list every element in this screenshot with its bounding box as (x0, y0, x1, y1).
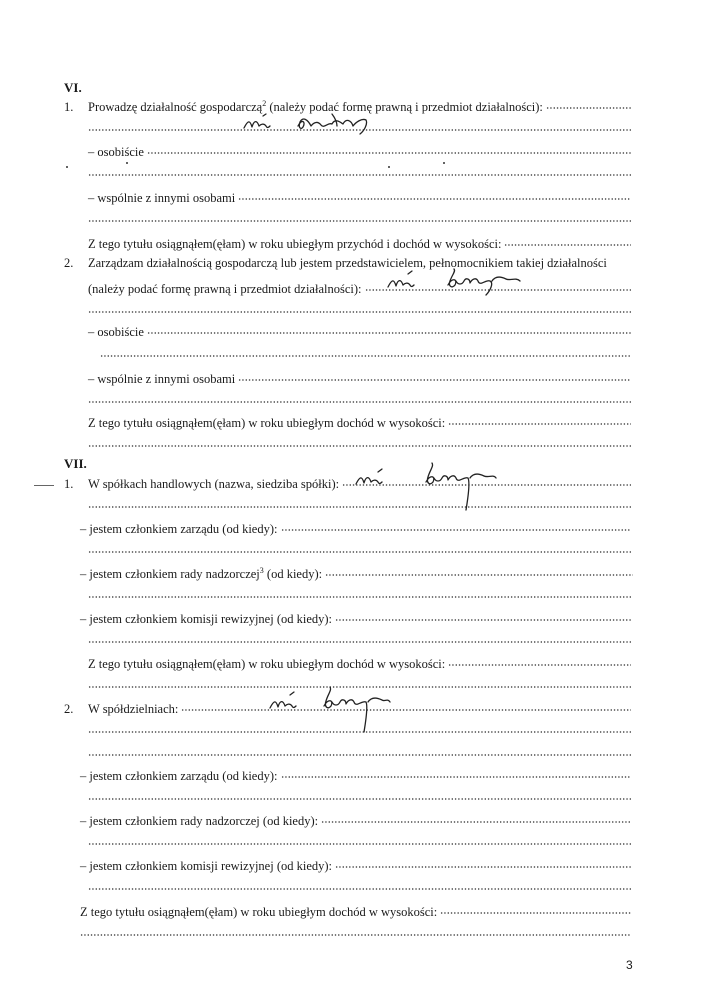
section-6-item-2-joint-answer-line (88, 389, 631, 405)
handwritten-answer-signature (240, 104, 400, 138)
fill-in-line[interactable] (88, 299, 631, 315)
item-text-continued: (należy podać formę prawną i przedmiot działalności): (266, 100, 543, 114)
section-6-item-2-personal-answer-line (100, 343, 631, 359)
personal-label: – osobiście (88, 325, 144, 339)
stray-speck (443, 162, 445, 164)
section-6-item-1-personal-line (88, 140, 631, 159)
joint-label: – wspólnie z innymi osobami (88, 191, 236, 205)
fill-in-line[interactable] (281, 517, 632, 533)
section-7-item-1-income-line (88, 652, 631, 671)
section-7-item-2-audit-line (80, 854, 631, 873)
fill-in-line[interactable] (147, 140, 631, 156)
section-7-item-1-text (64, 476, 339, 492)
section-6-title: VI. (64, 80, 82, 95)
fill-in-line[interactable] (88, 831, 631, 847)
section-6-item-2-answer-line (88, 299, 631, 315)
section-6-item-2-income-line (88, 411, 631, 430)
income-label: Z tego tytułu osiągnąłem(ęłam) w roku ubiegłym dochód w wysokości: (80, 905, 438, 919)
audit-label: – jestem członkiem komisji rewizyjnej (od kiedy): (80, 612, 333, 626)
fill-in-line[interactable] (321, 809, 631, 825)
fill-in-line[interactable] (88, 876, 631, 892)
section-7-item-2-income-answer-line (80, 922, 631, 938)
page-number: 3 (626, 958, 633, 972)
fill-in-line[interactable] (88, 786, 631, 802)
handwritten-answer-signature (382, 265, 532, 301)
fill-in-line[interactable] (88, 539, 631, 555)
section-6-item-2-joint-line (88, 367, 631, 386)
section-7-title: VII. (64, 456, 87, 471)
supervisory-label (80, 566, 322, 582)
fill-in-line[interactable] (88, 742, 631, 758)
section-7-item-2-supervisory-answer-line (88, 831, 631, 847)
footnote-mark: 3 (259, 566, 264, 575)
fill-in-line[interactable] (88, 584, 631, 600)
item-number: 1. (64, 100, 74, 114)
fill-in-line[interactable] (88, 162, 631, 178)
section-7-item-1-supervisory-line (80, 562, 633, 581)
fill-in-line[interactable] (88, 719, 631, 735)
item-text: W spółkach handlowych (nazwa, siedziba spółki): (88, 477, 340, 491)
joint-label: – wspólnie z innymi osobami (88, 372, 236, 386)
fill-in-line[interactable] (80, 922, 631, 938)
section-6-item-1-income-line (88, 232, 631, 251)
income-label: Z tego tytułu osiągnąłem(ęłam) w roku ubiegłym dochód w wysokości: (88, 657, 446, 671)
item-text: Prowadzę działalność gospodarczą (88, 100, 263, 114)
personal-label: – osobiście (88, 145, 144, 159)
margin-mark (34, 485, 54, 486)
fill-in-line[interactable] (238, 367, 631, 383)
fill-in-line[interactable] (546, 95, 631, 111)
item-number: 1. (64, 477, 74, 491)
board-label: – jestem członkiem zarządu (od kiedy): (80, 522, 278, 536)
supervisory-text-tail: (od kiedy): (263, 567, 323, 581)
item-number: 2. (64, 256, 74, 270)
fill-in-line[interactable] (448, 652, 631, 668)
stray-speck (66, 166, 68, 168)
item-text: Zarządzam działalnością gospodarczą lub jestem przedstawicielem, pełnomocnikiem takiej działalności (88, 256, 607, 270)
supervisory-label: – jestem członkiem rady nadzorczej (od kiedy): (80, 814, 319, 828)
fill-in-line[interactable] (100, 343, 631, 359)
section-7-item-2-answer-line (88, 719, 631, 735)
fill-in-line[interactable] (335, 607, 631, 623)
section-7-item-1-line (64, 472, 631, 491)
section-6-item-1-joint-line (88, 186, 631, 205)
section-6-item-1-joint-answer-line (88, 208, 631, 224)
stray-speck (388, 166, 390, 168)
section-7-item-2-board-line (80, 764, 631, 783)
section-7-item-2-supervisory-line (80, 809, 631, 828)
section-6-item-2-line-2 (88, 277, 631, 296)
footnote-mark: 2 (262, 99, 267, 108)
fill-in-line[interactable] (88, 494, 631, 510)
section-7-item-2-answer-line-2 (88, 742, 631, 758)
section-6-item-2-personal-line (88, 320, 631, 339)
section-6-item-1-personal-answer-line (88, 162, 631, 178)
stray-speck (126, 162, 128, 164)
fill-in-line[interactable] (448, 411, 631, 427)
fill-in-line[interactable] (440, 900, 631, 916)
section-7-item-1-answer-line (88, 494, 631, 510)
fill-in-line[interactable] (504, 232, 631, 248)
section-7-item-2-text (64, 701, 178, 717)
item-text: W spółdzielniach: (88, 702, 179, 716)
fill-in-line[interactable] (88, 389, 631, 405)
fill-in-line[interactable] (88, 208, 631, 224)
fill-in-line[interactable] (335, 854, 631, 870)
audit-label: – jestem członkiem komisji rewizyjnej (od kiedy): (80, 859, 333, 873)
fill-in-line[interactable] (238, 186, 631, 202)
fill-in-line[interactable] (88, 433, 631, 449)
fill-in-line[interactable] (281, 764, 632, 780)
fill-in-line[interactable] (325, 562, 633, 578)
income-label: Z tego tytułu osiągnąłem(ęłam) w roku ubiegłym przychód i dochód w wysokości: (88, 237, 502, 251)
section-7-item-1-board-line (80, 517, 631, 536)
section-6-item-2-line-1 (64, 255, 631, 271)
section-7-item-1-audit-answer-line (88, 629, 631, 645)
section-7-item-1-audit-line (80, 607, 631, 626)
item-number: 2. (64, 702, 74, 716)
fill-in-line[interactable] (147, 320, 631, 336)
fill-in-line[interactable] (181, 697, 631, 713)
section-7-item-2-income-line (80, 900, 631, 919)
board-label: – jestem członkiem zarządu (od kiedy): (80, 769, 278, 783)
section-7-item-2-board-answer-line (88, 786, 631, 802)
income-label: Z tego tytułu osiągnąłem(ęłam) w roku ubiegłym dochód w wysokości: (88, 416, 446, 430)
fill-in-line[interactable] (88, 629, 631, 645)
item-text-continued: (należy podać formę prawną i przedmiot działalności): (88, 282, 362, 296)
section-7-item-1-supervisory-answer-line (88, 584, 631, 600)
section-6-item-2-income-answer-line (88, 433, 631, 449)
section-7-item-2-audit-answer-line (88, 876, 631, 892)
section-7-item-1-board-answer-line (88, 539, 631, 555)
supervisory-text: – jestem członkiem rady nadzorczej (80, 567, 260, 581)
